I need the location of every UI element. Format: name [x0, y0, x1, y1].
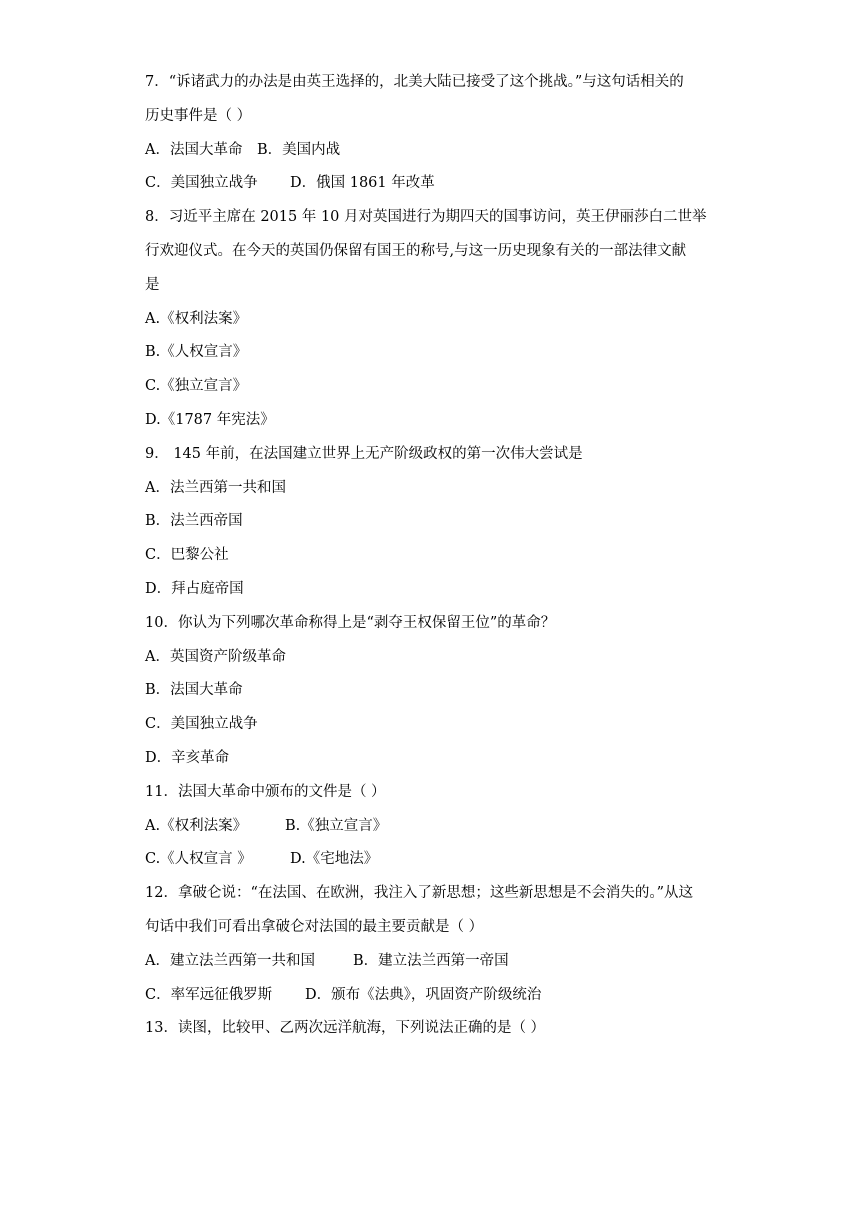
option-d: D．拜占庭帝国	[145, 580, 244, 597]
question-10	[145, 609, 735, 778]
option-c: C.《独立宣言》	[145, 378, 248, 395]
option-d: D.《宅地法》	[290, 851, 379, 868]
option-row	[145, 169, 735, 203]
question-stem-line: 8．习近平主席在 2015 年 10 月对英国进行为期四天的国事访问，英王伊丽莎白二世举	[145, 209, 707, 226]
option-d: D．颁布《法典》，巩固资产阶级统治	[305, 986, 542, 1003]
option-d: D．辛亥革命	[145, 749, 230, 766]
question-13	[145, 1014, 735, 1048]
option-row	[145, 947, 735, 981]
option-d: D．俄国 1861 年改革	[290, 175, 435, 192]
question-9	[145, 440, 735, 609]
option-a: A．建立法兰西第一共和国	[145, 952, 315, 969]
option-c: C．美国独立战争	[145, 175, 258, 192]
option-b: B.《独立宣言》	[285, 817, 388, 834]
option-a: A.《权利法案》	[145, 310, 248, 327]
question-stem-line: 句话中我们可看出拿破仑对法国的最主要贡献是（ ）	[145, 918, 484, 935]
question-stem-line: 10．你认为下列哪次革命称得上是“剥夺王权保留王位”的革命？	[145, 614, 556, 631]
option-row	[145, 845, 735, 879]
option-row	[145, 136, 735, 170]
question-12	[145, 879, 735, 1014]
option-row	[145, 981, 735, 1015]
document-page	[145, 68, 735, 1048]
option-a: A.《权利法案》	[145, 817, 248, 834]
question-stem-line: 行欢迎仪式。在今天的英国仍保留有国王的称号,与这一历史现象有关的一部法律文献	[145, 242, 687, 259]
question-7	[145, 68, 735, 203]
option-c: C．美国独立战争	[145, 716, 258, 733]
option-a: A．法国大革命	[145, 141, 243, 158]
option-c: C．巴黎公社	[145, 547, 229, 564]
question-8	[145, 203, 735, 440]
question-stem-line: 12．拿破仑说：“在法国、在欧洲，我注入了新思想；这些新思想是不会消失的。”从这	[145, 885, 694, 902]
option-c: C.《人权宣言 》	[145, 851, 252, 868]
question-stem-line: 历史事件是（ ）	[145, 107, 252, 124]
question-stem-line: 13．读图，比较甲、乙两次远洋航海，下列说法正确的是（ ）	[145, 1020, 546, 1037]
option-a: A．法兰西第一共和国	[145, 479, 286, 496]
question-11	[145, 778, 735, 879]
question-stem-line: 7．“诉诸武力的办法是由英王选择的，北美大陆已接受了这个挑战。”与这句话相关的	[145, 74, 684, 90]
option-row	[145, 812, 735, 846]
question-stem-line: 11．法国大革命中颁布的文件是（ ）	[145, 783, 386, 800]
option-b: B.《人权宣言》	[145, 344, 248, 361]
option-b: B．建立法兰西第一帝国	[353, 952, 509, 969]
question-stem-line: 9． 145 年前，在法国建立世界上无产阶级政权的第一次伟大尝试是	[145, 445, 583, 462]
option-c: C．率军远征俄罗斯	[145, 986, 273, 1003]
option-b: B．法兰西帝国	[145, 513, 243, 530]
option-d: D.《1787 年宪法》	[145, 411, 275, 428]
question-stem-line: 是	[145, 276, 160, 293]
option-a: A．英国资产阶级革命	[145, 648, 286, 665]
option-b: B．法国大革命	[145, 682, 243, 699]
option-b: B．美国内战	[257, 141, 341, 158]
